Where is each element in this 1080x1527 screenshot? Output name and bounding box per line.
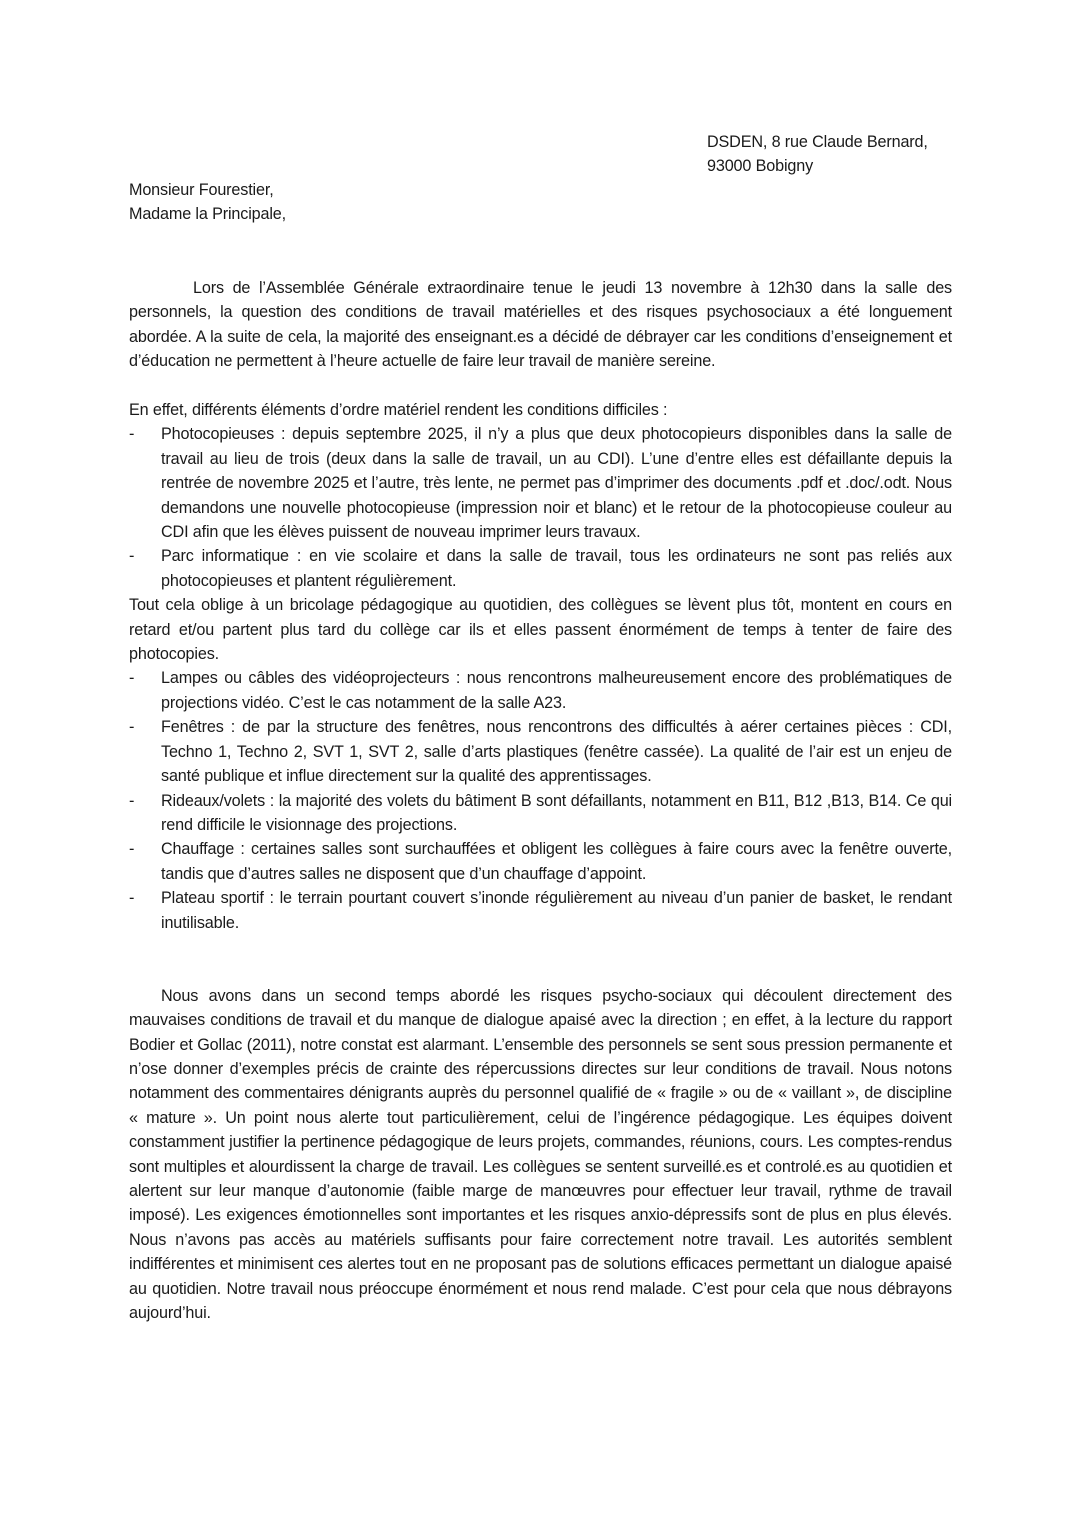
list-item-photocopieuses — [129, 422, 952, 544]
list-item-text: Parc informatique : en vie scolaire et dans la salle de travail, tous les ordinateurs ne sont pas reliés aux photocopieuses et plantent régulièrement. — [161, 547, 952, 590]
salutation-line-2: Madame la Principale, — [129, 205, 287, 224]
bullet-dash: - — [129, 718, 135, 737]
list-item-text: Lampes ou câbles des vidéoprojecteurs : nous rencontrons malheureusement encore des problématiques de projections vidéo. C’est le cas notamment de la salle A23. — [161, 669, 952, 712]
spacer — [129, 374, 952, 398]
list-item-plateau-sportif — [129, 886, 952, 935]
address-line-1: DSDEN, 8 rue Claude Bernard, — [707, 133, 928, 151]
material-lead: En effet, différents éléments d’ordre matériel rendent les conditions difficiles : — [129, 401, 668, 420]
list-item-text: Plateau sportif : le terrain pourtant couvert s’inonde régulièrement au niveau d’un panier de basket, le rendant inutilisable. — [161, 889, 952, 932]
bullet-dash: - — [129, 425, 135, 444]
letter-body — [129, 276, 952, 1325]
bullet-dash: - — [129, 889, 135, 908]
list-item-fenetres — [129, 715, 952, 788]
salutation — [129, 178, 286, 227]
salutation-line-1: Monsieur Fourestier, — [129, 181, 274, 199]
address-line-2: 93000 Bobigny — [707, 157, 814, 176]
list-item-text: Photocopieuses : depuis septembre 2025, il n’y a plus que deux photocopieurs disponibles dans la salle de travail au lieu de trois (deux dans la salle de travail, un au CDI). L’une d’entre elles est défaillante depuis la rentrée de novembre 2025 et l’autre, très lente, ne permet pas d’imprimer des documents .pdf et .doc/.odt. Nous demandons une nouvelle photocopieuse (impression noir et blanc) et le retour de la photocopieuse couleur au CDI afin que les élèves puissent de nouveau imprimer leurs travaux. — [161, 425, 952, 542]
list-item-chauffage — [129, 837, 952, 886]
bullet-dash: - — [129, 791, 135, 810]
list-item-videoprojecteurs — [129, 666, 952, 715]
intro-paragraph: Lors de l’Assemblée Générale extraordinaire tenue le jeudi 13 novembre à 12h30 dans la salle des personnels, la question des conditions de travail matérielles et des risques psychosociaux a été longuement abordée. A la suite de cela, la majorité des enseignant.es a décidé de débrayer car les conditions d’enseignement et d’éducation ne permettent à l’heure actuelle de faire leur travail de manière sereine. — [129, 279, 952, 371]
bullet-dash: - — [129, 547, 135, 566]
bullet-dash: - — [129, 669, 135, 688]
recipient-address — [707, 130, 928, 179]
material-middle-paragraph: Tout cela oblige à un bricolage pédagogique au quotidien, des collègues se lèvent plus tôt, montent en cours en retard et/ou partent plus tard du collège car ils et elles passent énormément de temps à tenter de faire des photocopies. — [129, 596, 952, 664]
list-item-parc-informatique — [129, 544, 952, 593]
list-item-text: Rideaux/volets : la majorité des volets du bâtiment B sont défaillants, notamment en B11, B12 ,B13, B14. Ce qui rend difficile le visionnage des projections. — [161, 791, 952, 834]
list-item-text: Chauffage : certaines salles sont surchauffées et obligent les collègues à faire cours avec la fenêtre ouverte, tandis que d’autres salles ne disposent que d’un chauffage d’appoint. — [161, 840, 952, 883]
psychosocial-paragraph: Nous avons dans un second temps abordé les risques psycho-sociaux qui découlent directement des mauvaises conditions de travail et du manque de dialogue apaisé avec la direction ; en effet, à la lecture du rapport Bodier et Gollac (2011), notre constat est alarmant. L’ensemble des personnels se sent sous pression permanente et n’ose donner d’exemples précis de crainte des répercussions directes sur leur conditions de travail. Nous notons notamment des commentaires dénigrants auprès du personnel qualifié de « fragile » ou de « vaillant », de discipline « mature ». Un point nous alerte tout particulièrement, celui de l’ingérence pédagogique. Les équipes doivent constamment justifier la pertinence pédagogique de leurs projets, commandes, réunions, cours. Les comptes-rendus sont multiples et alourdissent la charge de travail. Les collègues se sentent surveillé.es et controlé.es au quotidien et alertent sur leur manque d’autonomie (faible marge de manœuvres pour effectuer leur travail, rythme de travail imposé). Les exigences émotionnelles sont importantes et les risques anxio-dépressifs sont de plus en plus élevés. Nous n’avons pas accès au matériels suffisants pour faire correctement notre travail. Les autorités semblent indifférentes et minimisent ces alertes tout en ne proposant pas de solutions efficaces permettant un dialogue apaisé au quotidien. Notre travail nous préoccupe énormément et nous rend malade. C’est pour cela que nous débrayons aujourd’hui. — [129, 986, 952, 1323]
list-item-text: Fenêtres : de par la structure des fenêtres, nous rencontrons des difficultés à aérer certaines pièces : CDI, Techno 1, Techno 2, SVT 1, SVT 2, salle d’arts plastiques (fenêtre cassée). La qualité de l’air est un enjeu de santé publique et influe directement sur la qualité des apprentissages. — [161, 718, 952, 786]
list-item-rideaux-volets — [129, 789, 952, 838]
bullet-dash: - — [129, 840, 135, 859]
spacer — [129, 935, 952, 984]
